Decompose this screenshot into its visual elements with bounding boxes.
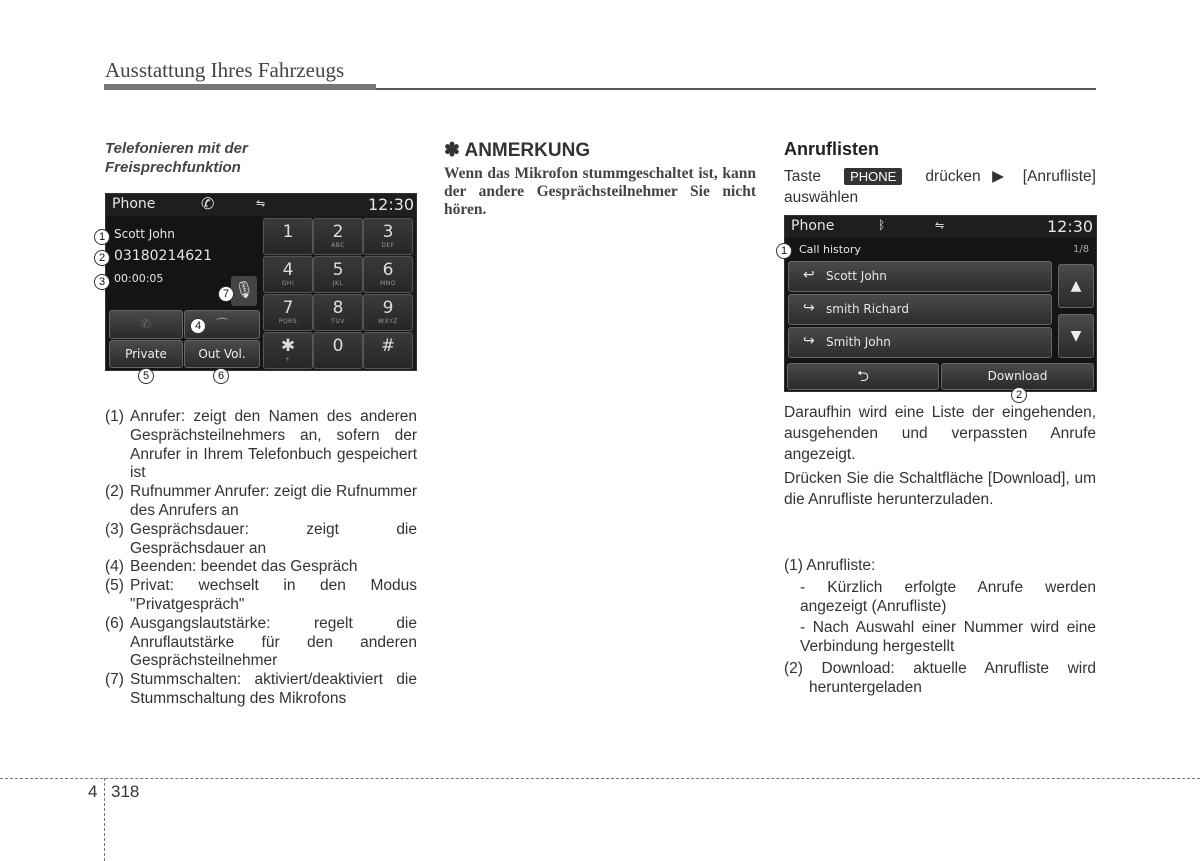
key-2[interactable]: 2 ABC [313,218,363,255]
callout-2: 2 [94,250,110,266]
key-5[interactable]: 5 JKL [313,256,363,293]
list-item: (2) Download: aktuelle Anrufliste wird heruntergeladen [784,659,1096,696]
clock: 12:30 [1047,217,1094,236]
private-button[interactable]: Private [109,340,183,368]
callout-1: 1 [94,229,110,245]
callout-7: 7 [218,286,234,302]
callout-3: 3 [94,274,110,290]
key-3[interactable]: 3 DEF [363,218,413,255]
key-4[interactable]: 4 GHI [263,256,313,293]
dial-button-disabled: ✆ [109,310,183,339]
note-title: ✽ ANMERKUNG [444,140,591,161]
download-button[interactable]: Download [941,363,1094,390]
call-entry[interactable]: ↪ Smith John [788,327,1052,358]
paragraph-2: Drücken Sie die Schaltfläche [Download], um die Anrufliste herunterzuladen. [784,470,1096,508]
screen-status-bar [785,216,1096,238]
out-volume-button[interactable]: Out Vol. [184,340,260,368]
callout-1: 1 [776,243,792,259]
page-header-title: Ausstattung Ihres Fahrzeugs [105,58,345,82]
note-text: Wenn das Mikrofon stummgeschaltet ist, kann der andere Gesprächsteilnehmer Sie nicht hören. [444,165,756,218]
call-history-title: Call history [799,243,861,256]
missed-call-icon: ↩ [803,267,815,283]
list-subitem: - Kürzlich erfolgte Anrufe werden angezeigt (Anrufliste) [800,578,1096,615]
scroll-down-button[interactable] [1058,314,1094,358]
paragraph-1: Daraufhin wird eine Liste der eingehenden, ausgehenden und verpassten Anrufe angezeigt. [784,404,1096,463]
key-star[interactable]: ✱ + [263,332,313,369]
key-7[interactable]: 7 PQRS [263,294,313,331]
key-hash[interactable]: # [363,332,413,369]
page-indicator: 1/8 [1073,244,1090,255]
key-9[interactable]: 9 WXYZ [363,294,413,331]
call-entry[interactable]: ↪ smith Richard [788,294,1052,325]
key-6[interactable]: 6 MNO [363,256,413,293]
header-accent-bar [104,84,376,90]
call-history-screen [784,215,1097,392]
list-item: (1) Anrufer: zeigt den Namen des anderen Gesprächsteilnehmers an, sofern der Anrufer in Ihrem Telefonbuch gespeichert ist [105,408,417,482]
key-1[interactable]: 1 [263,218,313,255]
section-title-line2: Freisprechfunktion [105,159,241,176]
call-entry[interactable]: ↩ Scott John [788,261,1052,292]
header-rule [376,88,1096,90]
key-0[interactable]: 0 [313,332,363,369]
keypad [262,216,416,370]
anrufliste-list [784,557,1096,698]
caller-name: Scott John [114,227,175,241]
triangle-up-icon: ▲ [1070,278,1082,294]
instruction: Taste PHONE drücken ▶ [Anrufliste] auswählen [784,168,1096,206]
function-list [105,408,417,709]
callout-5: 5 [138,368,154,384]
list-item: (4) Beenden: beendet das Gespräch [105,558,358,576]
list-item: (3) Gesprächsdauer: zeigt die Gesprächsdauer an [105,520,417,557]
callout-2: 2 [1011,387,1027,403]
list-item: (5) Privat: wechselt in den Modus "Privatgespräch" [105,577,417,613]
screen-status-bar [106,194,416,216]
phone-key-chip: PHONE [844,168,902,185]
caller-number: 03180214621 [114,248,212,264]
back-arrow-icon: ⮌ [856,367,869,385]
outgoing-call-icon: ↪ [803,300,815,316]
usb-icon: ⇋ [935,219,945,232]
phone-label: Phone [112,196,156,212]
back-button[interactable] [787,363,939,390]
key-8[interactable]: 8 TUV [313,294,363,331]
footer-rule [0,778,1200,779]
section-title [105,139,248,177]
list-subitem: - Nach Auswahl einer Nummer wird eine Verbindung hergestellt [800,619,1096,656]
page-number: 318 [111,782,140,801]
outgoing-call-icon: ↪ [803,333,815,349]
call-duration: 00:00:05 [114,272,164,285]
scroll-up-button[interactable] [1058,264,1094,308]
right-section-title: Anruflisten [784,139,880,159]
chapter-number: 4 [88,782,98,801]
callout-6: 6 [213,368,229,384]
handset-icon: ✆ [201,194,215,213]
phone-call-screen [105,193,417,371]
triangle-down-icon: ▼ [1070,328,1082,344]
hangup-icon: ⌒ [215,317,228,331]
footer-divider [104,778,105,861]
clock: 12:30 [368,195,415,214]
list-item: (1) Anrufliste: [784,557,876,574]
list-item: (7) Stummschalten: aktiviert/deaktiviert die Stummschaltung des Mikrofons [105,671,417,707]
list-item: (2) Rufnummer Anrufer: zeigt die Rufnummer des Anrufers an [105,483,417,519]
usb-icon: ⇋ [256,197,266,210]
section-title-line1: Telefonieren mit der [105,140,248,157]
callout-4: 4 [190,318,206,334]
phone-label: Phone [791,218,835,234]
mute-mic-icon[interactable]: 🎙 [231,276,257,306]
list-item: (6) Ausgangslautstärke: regelt die Anruflautstärke für den anderen Gesprächsteilnehmer [105,614,417,670]
bluetooth-icon: ᛒ [878,218,886,232]
